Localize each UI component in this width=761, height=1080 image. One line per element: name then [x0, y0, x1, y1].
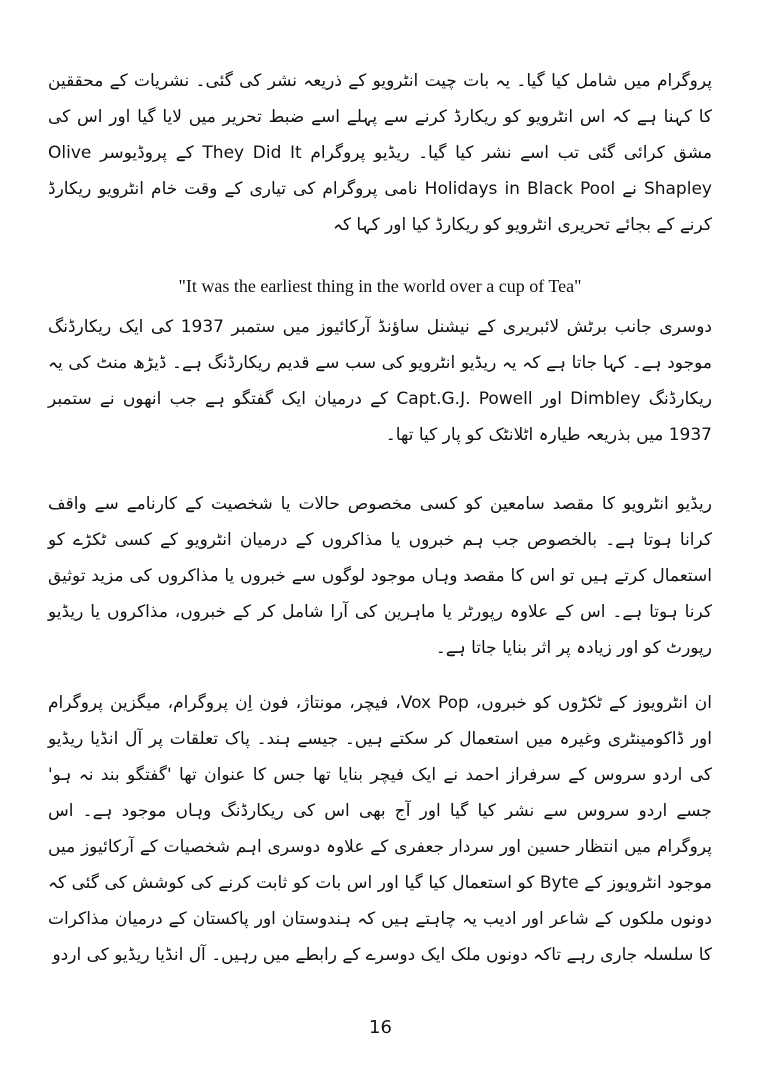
- paragraph-interview-uses: [48, 685, 712, 973]
- paragraph-intro: [48, 63, 712, 243]
- paragraph-text: ان انٹرویوز کے ٹکڑوں کو خبروں، Vox Pop، فیچر، مونتاژ، فون اِن پروگرام، میگزین پروگرام اور ڈاکومینٹری وغیرہ میں استعمال کر سکتے ہیں۔ جیسے ہند۔ پاک تعلقات پر آل انڈیا ریڈیو کی اردو سروس کے سرفراز احمد نے ایک فیچر بنایا تھا جس کا عنوان تھا 'گفتگو بند نہ ہو' جسے اردو سروس سے نشر کیا گیا اور آج بھی اس کی ریکارڈنگ وہاں موجود ہے۔ اس پروگرام میں انتظار حسین اور سردار جعفری کے علاوہ دوسری اہم شخصیات کے آرکائیوز میں موجود انٹرویوز کے Byte کو استعمال کیا گیا اور اس بات کو ثابت کرنے کی کوشش کی گئی کہ دونوں ملکوں کے شاعر اور ادیب یہ چاہتے ہیں کہ ہندوستان اور پاکستان کے درمیان مذاکرات کا سلسلہ جاری رہے تاکہ دونوں ملک ایک دوسرے کے رابطے میں رہیں۔ آل انڈیا ریڈیو کی اردو: [48, 693, 712, 965]
- paragraph-interview-purpose: [48, 486, 712, 666]
- page-number: 16: [369, 1017, 392, 1038]
- english-quote: "It was the earliest thing in the world over a cup of Tea": [178, 276, 582, 296]
- paragraph-text: پروگرام میں شامل کیا گیا۔ یہ بات چیت انٹرویو کے ذریعہ نشر کی گئی۔ نشریات کے محققین کا کہنا ہے کہ اس انٹرویو کو ریکارڈ کرنے سے پہلے اسے ضبط تحریر میں لایا گیا اور اس کی مشق کرائی گئی تب اسے نشر کیا گیا۔ ریڈیو پروگرام They Did It کے پروڈیوسر Olive Shapley نے Holidays in Black Pool نامی پروگرام کی تیاری کے وقت خام انٹرویو ریکارڈ کرنے کے بجائے تحریری انٹرویو کو ریکارڈ کیا اور کہا کہ: [48, 71, 713, 235]
- paragraph-text: دوسری جانب برٹش لائبریری کے نیشنل ساؤنڈ آرکائیوز میں ستمبر 1937 کی ایک ریکارڈنگ موجود ہے۔ کہا جاتا ہے کہ یہ ریڈیو انٹرویو کی سب سے قدیم ریکارڈنگ ہے۔ ڈیڑھ منٹ کی یہ ریکارڈنگ Dimbley اور Capt.G.J. Powell کے درمیان ایک گفتگو ہے جب انھوں نے ستمبر 1937 میں بذریعہ طیارہ اٹلانٹک کو پار کیا تھا۔: [48, 317, 713, 445]
- paragraph-british-library: [48, 309, 712, 453]
- paragraph-text: ریڈیو انٹرویو کا مقصد سامعین کو کسی مخصوص حالات یا شخصیت کے کارنامے سے واقف کرانا ہوتا ہے۔ بالخصوص جب ہم خبروں یا مذاکروں کے درمیان انٹرویو کے کسی ٹکڑے کو استعمال کرتے ہیں تو اس کا مقصد وہاں موجود لوگوں سے خبروں یا مذاکروں کی مزید توثیق کرنا ہوتا ہے۔ اس کے علاوہ رپورٹر یا ماہرین کی آرا شامل کر کے خبروں، مذاکروں یا ریڈیو رپورٹ کو اور زیادہ پر اثر بنایا جاتا ہے۔: [48, 494, 712, 658]
